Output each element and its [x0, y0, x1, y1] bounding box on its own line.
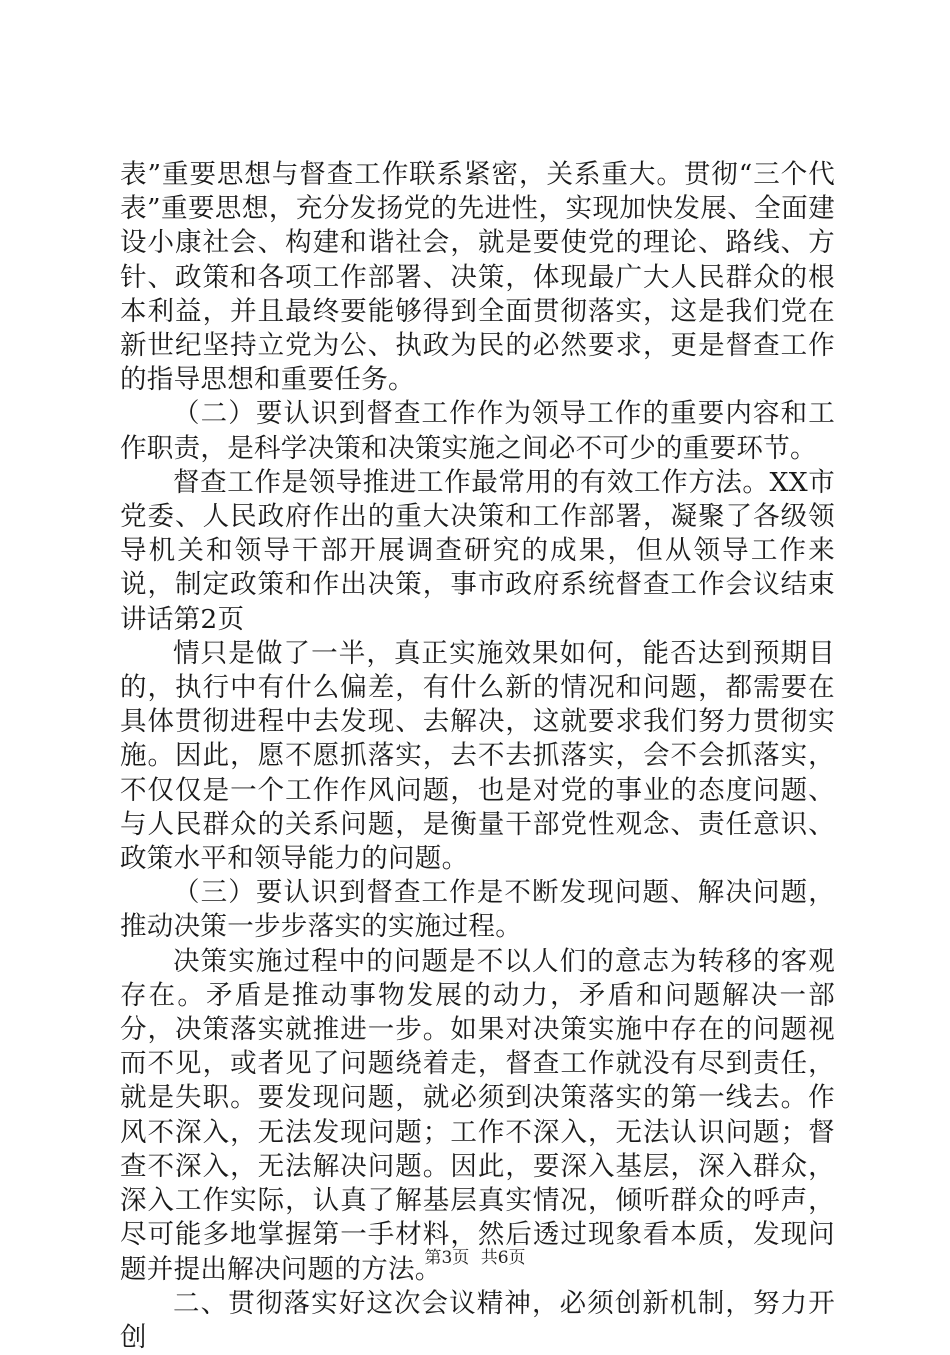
paragraph-2-heading: （二）要认识到督查工作作为领导工作的重要内容和工作职责，是科学决策和决策实施之间必不可少的重要环节。: [120, 398, 835, 464]
page-number-total: 共6页: [480, 1248, 526, 1268]
paragraph-7-heading: 二、贯彻落实好这次会议精神，必须创新机制，努力开创: [120, 1287, 835, 1353]
paragraph-5-heading: （三）要认识到督查工作是不断发现问题、解决问题，推动决策一步步落实的实施过程。: [120, 877, 835, 943]
paragraph-3: 督查工作是领导推进工作最常用的有效工作方法。XX市党委、人民政府作出的重大决策和工作部署，凝聚了各级领导机关和领导干部开展调查研究的成果，但从领导工作来说，制定政策和作出决策，事市政府系统督查工作会议结束讲话第2页: [120, 466, 835, 635]
document-body: [120, 158, 835, 1355]
page-number-current: 第3页: [424, 1248, 470, 1268]
paragraph-1: 表”重要思想与督查工作联系紧密，关系重大。贯彻“三个代表”重要思想，充分发扬党的先进性，实现加快发展、全面建设小康社会、构建和谐社会，就是要使党的理论、路线、方针、政策和各项工作部署、决策，体现最广大人民群众的根本利益，并且最终要能够得到全面贯彻落实，这是我们党在新世纪坚持立党为公、执政为民的必然要求，更是督查工作的指导思想和重要任务。: [120, 159, 835, 396]
paragraph-4: 情只是做了一半，真正实施效果如何，能否达到预期目的，执行中有什么偏差，有什么新的情况和问题，都需要在具体贯彻进程中去发现、去解决，这就要求我们努力贯彻实施。因此，愿不愿抓落实，去不去抓落实，会不会抓落实，不仅仅是一个工作作风问题，也是对党的事业的态度问题、与人民群众的关系问题，是衡量干部党性观念、责任意识、政策水平和领导能力的问题。: [120, 637, 835, 875]
page-footer: [0, 1243, 950, 1268]
paragraph-6: 决策实施过程中的问题是不以人们的意志为转移的客观存在。矛盾是推动事物发展的动力，矛盾和问题解决一部分，决策落实就推进一步。如果对决策实施中存在的问题视而不见，或者见了问题绕着走，督查工作就没有尽到责任，就是失职。要发现问题，就必须到决策落实的第一线去。作风不深入，无法发现问题；工作不深入，无法认识问题；督查不深入，无法解决问题。因此，要深入基层，深入群众，深入工作实际，认真了解基层真实情况，倾听群众的呼声，尽可能多地掌握第一手材料，然后透过现象看本质，发现问题并提出解决问题的方法。: [120, 945, 835, 1285]
